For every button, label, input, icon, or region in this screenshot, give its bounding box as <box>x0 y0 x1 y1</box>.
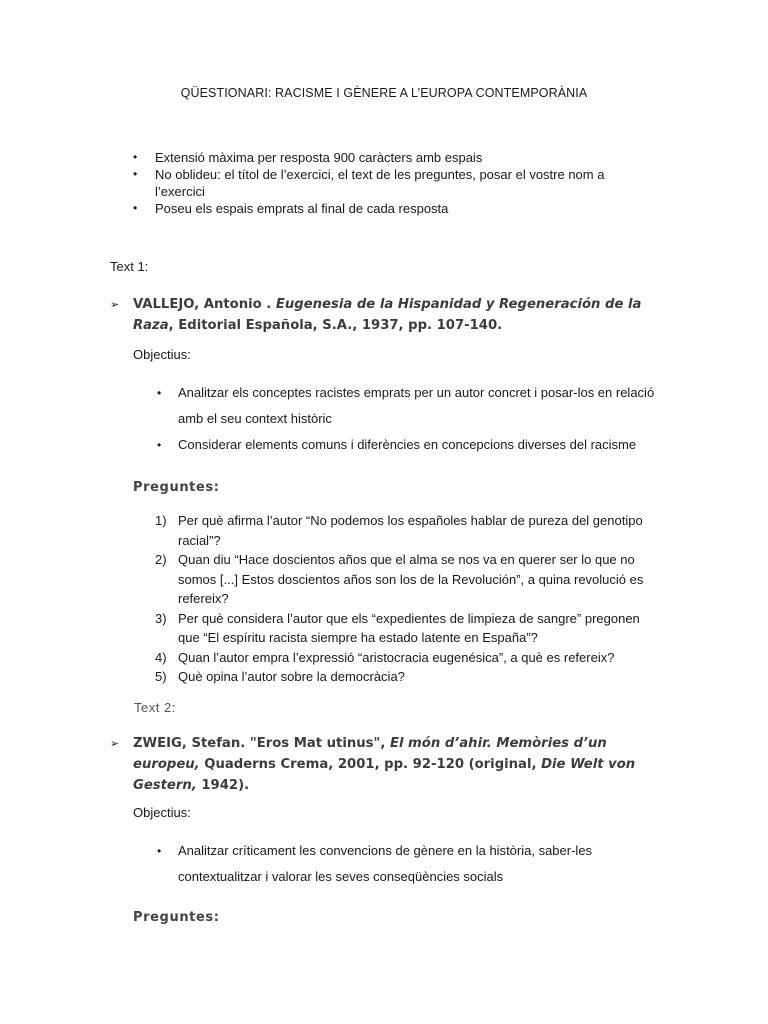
text1-reference: ➢ VALLEJO, Antonio . Eugenesia de la Hispanidad y Regeneración de la Raza, Editorial Española, S.A., 1937, pp. 107-140. <box>110 294 670 336</box>
instruction-item: • Poseu els espais emprats al final de cada resposta <box>133 201 449 216</box>
text1-objectives-heading: Objectius: <box>133 347 191 362</box>
question-item: 3) Per què considera l’autor que els “expedientes de limpieza de sangre” pregonen que “El espíritu racista siempre ha estado latente en España”? <box>155 610 640 645</box>
text1-book-title: Eugenesia de la Hispanidad y Regeneración de la Raza <box>133 297 642 333</box>
text2-original-title: Die Welt von Gestern, <box>133 757 636 793</box>
text2-objectives-heading: Objectius: <box>133 805 191 820</box>
instruction-item: • No oblideu: el títol de l’exercici, el text de les preguntes, posar el vostre nom a l’exercici <box>133 167 605 199</box>
objective-item: • Considerar elements comuns i diferències en concepcions diverses del racisme <box>156 432 676 458</box>
bullet-icon: • <box>157 386 162 400</box>
bullet-icon: • <box>157 844 162 858</box>
text2-book-title: El món d’ahir. Memòries d’un europeu, <box>133 736 607 772</box>
instruction-item: • Extensió màxima per resposta 900 caràcters amb espais <box>133 150 483 165</box>
objective-item: • Analitzar els conceptes racistes emprats per un autor concret i posar-los en relació amb el seu context històric <box>156 380 676 432</box>
question-item: 5) Què opina l’autor sobre la democràcia? <box>155 669 405 684</box>
text1-questions-list <box>155 511 645 687</box>
text1-questions-heading: Preguntes: <box>133 480 220 495</box>
objective-item: • Analitzar críticament les convencions de gènere en la història, saber-les contextualitzar i valorar les seves conseqüències socials <box>156 838 676 890</box>
document-title: QÜESTIONARI: RACISME I GÈNERE A L’EUROPA CONTEMPORÀNIA <box>180 86 588 100</box>
bullet-icon: • <box>133 201 138 215</box>
text2-reference: ➢ ZWEIG, Stefan. "Eros Mat utinus", El món d’ahir. Memòries d’un europeu, Quaderns Crema, 2001, pp. 92-120 (original, Die Welt von Gestern, 1942). <box>110 733 670 796</box>
bullet-icon: • <box>157 438 162 452</box>
arrow-bullet-icon: ➢ <box>110 737 120 750</box>
text2-objectives-list <box>156 838 676 890</box>
question-item: 1) Per què afirma l’autor “No podemos los españoles hablar de pureza del genotipo racial”? <box>155 513 643 548</box>
bullet-icon: • <box>133 167 138 181</box>
question-item: 4) Quan l’autor empra l’expressió “aristocracia eugenésica”, a què es refereix? <box>155 649 615 665</box>
arrow-bullet-icon: ➢ <box>110 298 120 311</box>
text2-questions-heading: Preguntes: <box>133 910 220 925</box>
instructions-list <box>130 149 630 217</box>
text1-label: Text 1: <box>110 259 149 274</box>
question-item: 2) Quan diu “Hace doscientos años que el alma se nos va en querer ser lo que no somos [...] Estos doscientos años son los de la Revolución”, a quina revolució es refereix? <box>155 552 644 606</box>
text1-objectives-list <box>156 380 676 458</box>
text2-label: Text 2: <box>134 700 176 715</box>
bullet-icon: • <box>133 150 138 164</box>
